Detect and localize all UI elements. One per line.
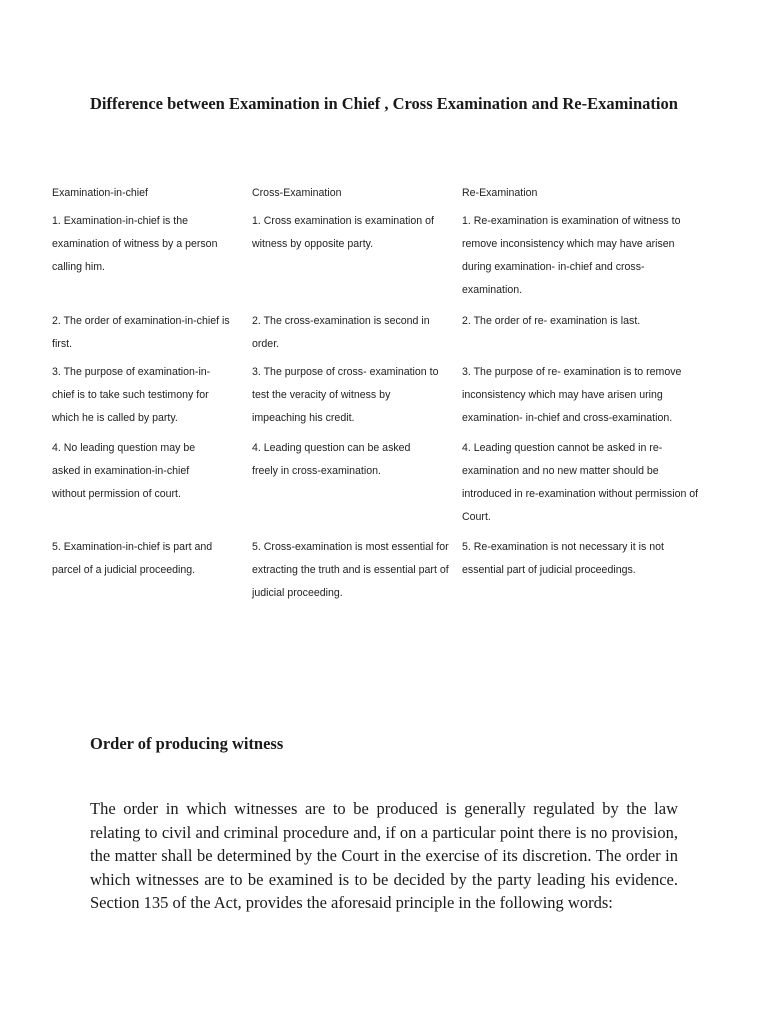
header-examination-in-chief: Examination-in-chief: [52, 187, 148, 199]
header-re-examination: Re-Examination: [462, 187, 538, 199]
table-cell: 2. The order of re- examination is last.: [462, 315, 641, 327]
page-title: Difference between Examination in Chief , Cross Examination and Re-Examination: [90, 94, 678, 113]
table-cell: 5. Cross-examination is most essential for extracting the truth and is essential part of judicial proceeding.: [252, 541, 449, 599]
table-header-cell: [52, 182, 238, 205]
table-cell: 4. Leading question cannot be asked in re-examination and no new matter should be introduced in re-examination without permission of Court.: [462, 442, 699, 523]
table-cell: 2. The order of examination-in-chief is first.: [52, 315, 230, 350]
table-cell: 5. Re-examination is not necessary it is not essential part of judicial proceedings.: [462, 541, 664, 576]
table-cell: 1. Re-examination is examination of witness to remove inconsistency which may have arisen during examination- in-chief and cross-examination.: [462, 215, 681, 296]
header-cross-examination: Cross-Examination: [252, 187, 342, 199]
table-cell: 1. Examination-in-chief is the examination of witness by a person calling him.: [52, 215, 218, 273]
table-cell: 3. The purpose of examination-in-chief is to take such testimony for which he is called by party.: [52, 366, 211, 424]
table-cell: 2. The cross-examination is second in order.: [252, 315, 430, 350]
section-heading: Order of producing witness: [90, 734, 284, 753]
table-cell: 4. Leading question can be asked freely in cross-examination.: [252, 442, 411, 477]
table-cell: 5. Examination-in-chief is part and parcel of a judicial proceeding.: [52, 541, 213, 576]
table-cell: 3. The purpose of cross- examination to test the veracity of witness by impeaching his credit.: [252, 366, 439, 424]
table-header-cell: [458, 182, 708, 205]
table-cell: 4. No leading question may be asked in examination-in-chief without permission of court.: [52, 442, 196, 500]
table-cell: 1. Cross examination is examination of witness by opposite party.: [252, 215, 434, 250]
table-header-cell: [248, 182, 448, 205]
body-paragraph: The order in which witnesses are to be produced is generally regulated by the law relating to civil and criminal procedure and, if on a particular point there is no provision, the matter shall be determined by the Court in the exercise of its discretion. The order in which witnesses are to be examined is to be decided by the party leading his evidence. Section 135 of the Act, provides the aforesaid principle in the following words:: [90, 799, 678, 912]
table-cell: 3. The purpose of re- examination is to remove inconsistency which may have arisen uring examination- in-chief and cross-examination.: [462, 366, 682, 424]
